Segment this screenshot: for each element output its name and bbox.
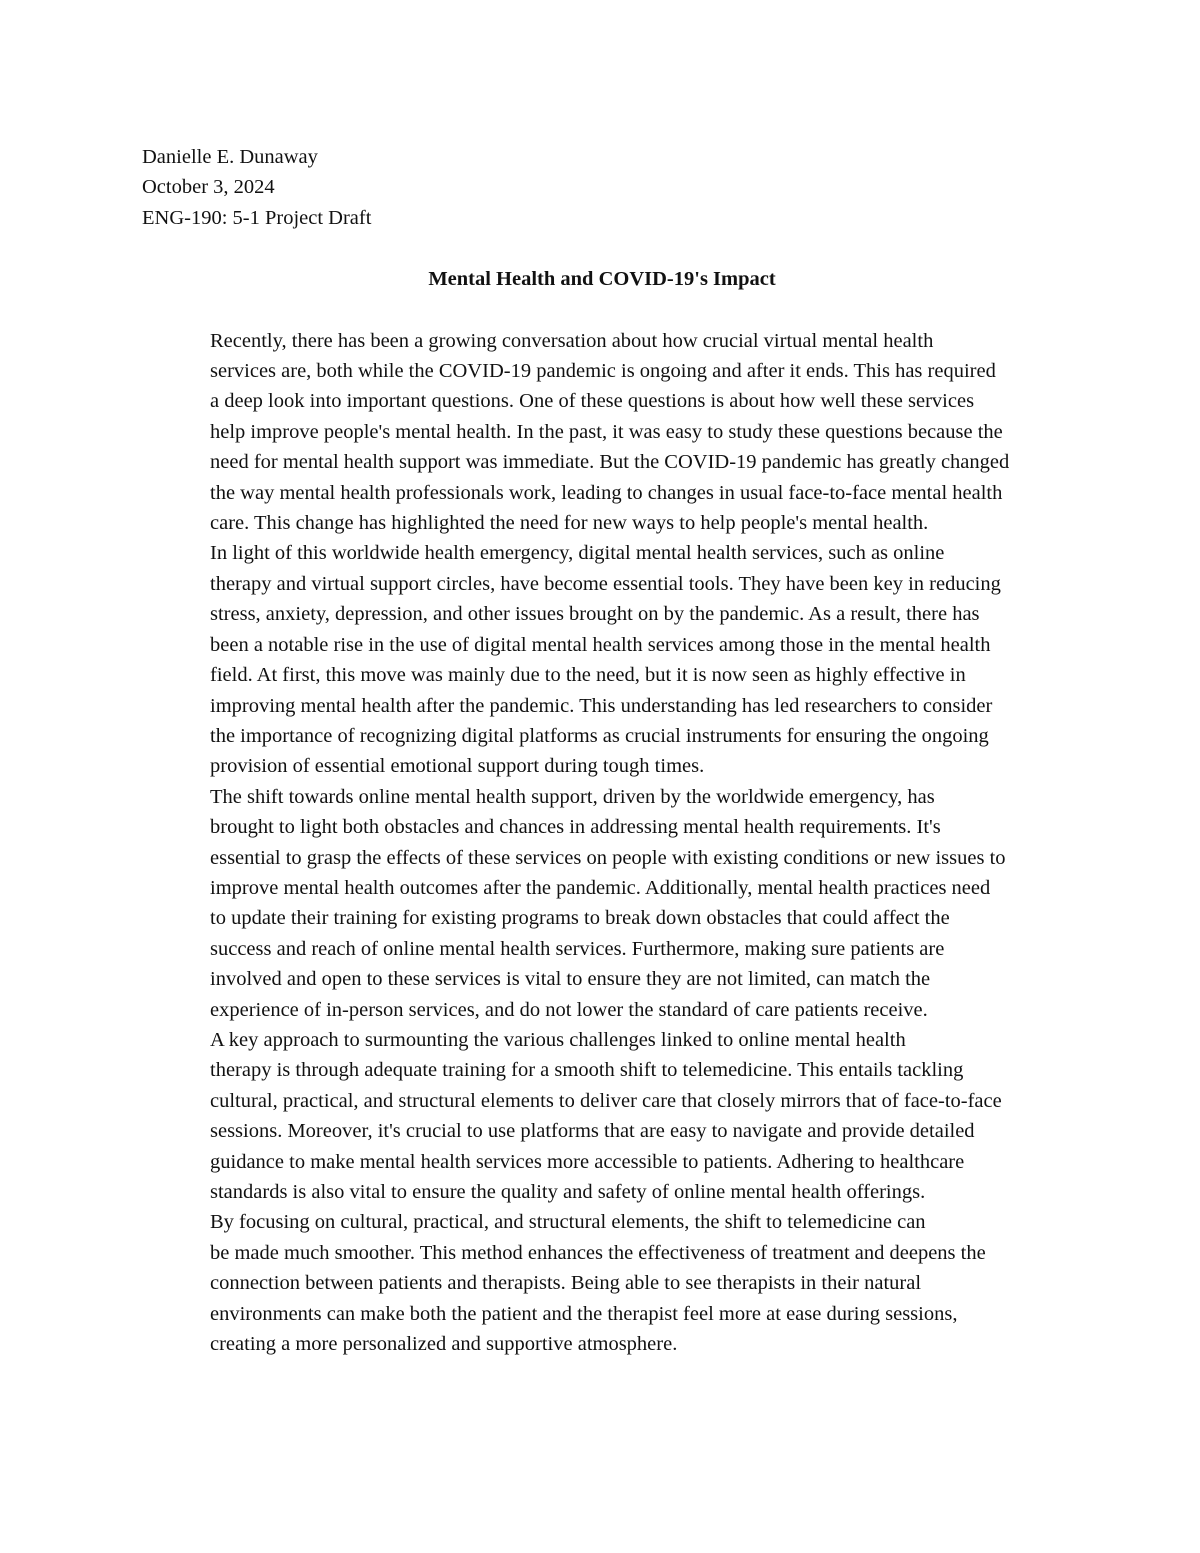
body-paragraph xyxy=(142,1207,1062,1359)
paragraph-line: need for mental health support was immediate. But the COVID-19 pandemic has greatly changed xyxy=(210,451,1010,474)
paragraph-line: Recently, there has been a growing conversation about how crucial virtual mental health xyxy=(210,329,934,352)
paragraph-line: therapy and virtual support circles, have become essential tools. They have been key in reducing xyxy=(210,572,1001,595)
paragraph-line: to update their training for existing programs to break down obstacles that could affect the xyxy=(210,907,950,930)
paragraph-line: involved and open to these services is vital to ensure they are not limited, can match the xyxy=(210,968,931,991)
paragraph-line: stress, anxiety, depression, and other issues brought on by the pandemic. As a result, there has xyxy=(210,603,980,626)
paragraph-line: In light of this worldwide health emergency, digital mental health services, such as online xyxy=(210,542,945,565)
paragraphs-container xyxy=(142,326,1062,1360)
paragraph-line: therapy is through adequate training for a smooth shift to telemedicine. This entails tackling xyxy=(210,1059,964,1082)
paragraph-line: experience of in-person services, and do not lower the standard of care patients receive. xyxy=(210,998,928,1021)
paragraph-line: environments can make both the patient and the therapist feel more at ease during sessions, xyxy=(210,1302,958,1325)
body-paragraph xyxy=(142,782,1062,1025)
paragraph-line: field. At first, this move was mainly due to the need, but it is now seen as highly effective in xyxy=(210,664,966,687)
paragraph-line: improving mental health after the pandemic. This understanding has led researchers to consider xyxy=(210,694,993,717)
course-label: ENG-190: 5-1 Project Draft xyxy=(142,206,372,229)
paragraph-line: By focusing on cultural, practical, and structural elements, the shift to telemedicine can xyxy=(210,1211,926,1234)
paragraph-line: care. This change has highlighted the need for new ways to help people's mental health. xyxy=(210,512,929,535)
paragraph-line: cultural, practical, and structural elements to deliver care that closely mirrors that of face-to-face xyxy=(210,1089,1002,1112)
body-paragraph xyxy=(142,326,1062,539)
paragraph-line: help improve people's mental health. In the past, it was easy to study these questions because the xyxy=(210,420,1003,443)
paragraph-line: a deep look into important questions. One of these questions is about how well these services xyxy=(210,390,975,413)
document-body xyxy=(142,142,1062,1359)
paragraph-line: brought to light both obstacles and chances in addressing mental health requirements. It's xyxy=(210,816,941,839)
paragraph-line: been a notable rise in the use of digital mental health services among those in the mental health xyxy=(210,633,991,656)
paragraph-line: provision of essential emotional support during tough times. xyxy=(210,755,705,778)
paragraph-line: success and reach of online mental health services. Furthermore, making sure patients are xyxy=(210,937,945,960)
paragraph-line: creating a more personalized and supportive atmosphere. xyxy=(210,1333,678,1356)
paragraph-line: essential to grasp the effects of these services on people with existing conditions or new issues to xyxy=(210,846,1006,869)
paragraph-line: The shift towards online mental health support, driven by the worldwide emergency, has xyxy=(210,785,935,808)
body-paragraph xyxy=(142,538,1062,781)
document-date: October 3, 2024 xyxy=(142,176,275,199)
paragraph-line: the importance of recognizing digital platforms as crucial instruments for ensuring the ongoing xyxy=(210,724,989,747)
paragraph-line: standards is also vital to ensure the quality and safety of online mental health offerings. xyxy=(210,1181,926,1203)
paragraph-line: A key approach to surmounting the various challenges linked to online mental health xyxy=(210,1028,906,1051)
paragraph-line: sessions. Moreover, it's crucial to use platforms that are easy to navigate and provide detailed xyxy=(210,1120,975,1143)
author-name: Danielle E. Dunaway xyxy=(142,146,318,168)
paragraph-line: be made much smoother. This method enhances the effectiveness of treatment and deepens the xyxy=(210,1241,986,1264)
document-title: Mental Health and COVID-19's Impact xyxy=(428,268,776,291)
paragraph-line: guidance to make mental health services more accessible to patients. Adhering to healthcare xyxy=(210,1150,965,1173)
body-paragraph xyxy=(142,1025,1062,1207)
paragraph-line: the way mental health professionals work, leading to changes in usual face-to-face mental health xyxy=(210,481,1003,504)
paragraph-line: services are, both while the COVID-19 pandemic is ongoing and after it ends. This has required xyxy=(210,360,996,383)
paragraph-line: improve mental health outcomes after the pandemic. Additionally, mental health practices need xyxy=(210,876,991,899)
paragraph-line: connection between patients and therapists. Being able to see therapists in their natural xyxy=(210,1272,922,1295)
